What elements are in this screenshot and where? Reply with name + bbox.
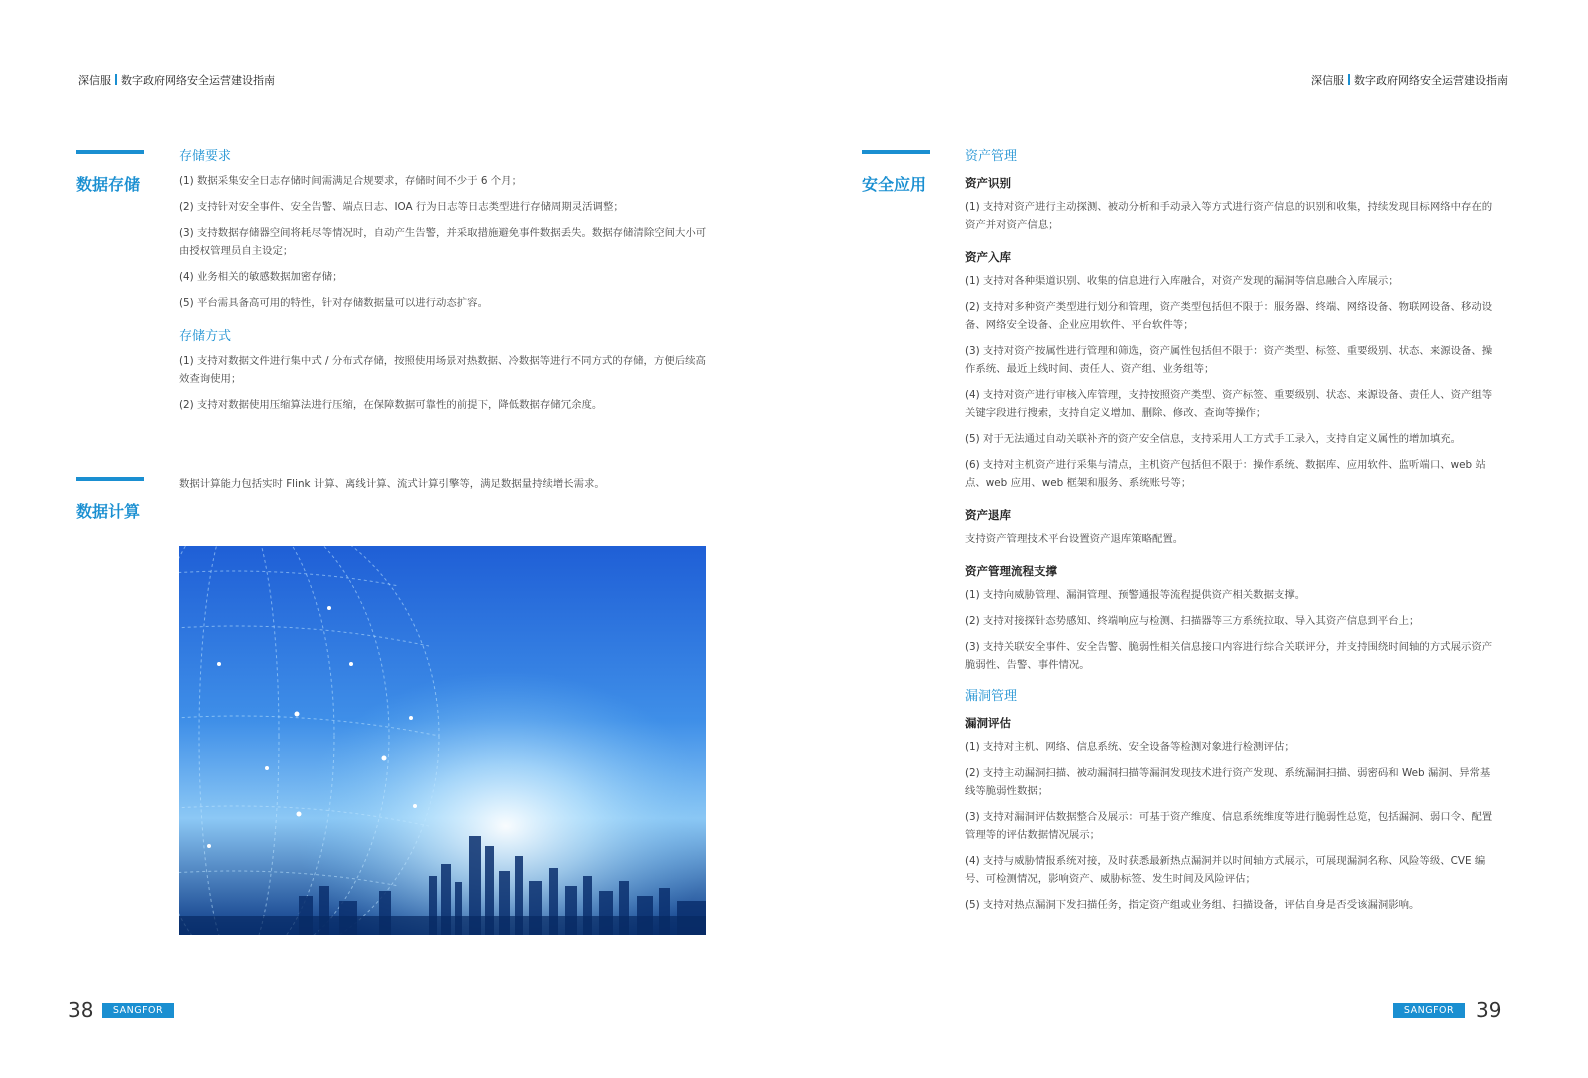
header-separator [115,74,117,85]
page-header-left [78,72,275,88]
list-item: (5) 平台需具备高可用的特性，针对存储数据量可以进行动态扩容。 [179,297,488,309]
header-brand: 深信服 [78,74,111,87]
sangfor-logo-badge: SANGFOR [1393,1003,1465,1018]
asset-out-text: 支持资产管理技术平台设置资产退库策略配置。 [965,533,1184,545]
subsection-title-asset: 资产管理 [965,149,1018,164]
header-doc-title: 数字政府网络安全运营建设指南 [121,74,275,87]
compute-content [179,475,709,501]
storage-content [179,148,709,422]
section-title-compute: 数据计算 [76,502,141,521]
heading-asset-flow: 资产管理流程支撑 [965,564,1057,578]
heading-asset-out: 资产退库 [965,508,1011,522]
list-item: (4) 支持与威胁情报系统对接，及时获悉最新热点漏洞并以时间轴方式展示，可展现漏洞名称、风险等级、CVE 编号、可检测情况，影响资产、威胁标签、发生时间及风险评估； [965,855,1486,885]
list-item: (1) 支持对资产进行主动探测、被动分析和手动录入等方式进行资产信息的识别和收集，持续发现目标网络中存在的资产并对资产信息； [965,201,1493,231]
list-item: (2) 支持对数据使用压缩算法进行压缩，在保障数据可靠性的前提下，降低数据存储冗余度。 [179,399,603,411]
security-app-content [965,148,1495,922]
list-item: (3) 支持对资产按属性进行管理和筛选，资产属性包括但不限于：资产类型、标签、重要级别、状态、来源设备、操作系统、最近上线时间、责任人、资产组、业务组等； [965,345,1493,375]
section-accent-bar [76,477,144,481]
heading-asset-identify: 资产识别 [965,176,1011,190]
subsection-title-storage-method: 存储方式 [179,329,232,344]
list-item: (3) 支持数据存储器空间将耗尽等情况时，自动产生告警，并采取措施避免事件数据丢失。数据存储清除空间大小可由授权管理员自主设定； [179,227,707,257]
list-item: (6) 支持对主机资产进行采集与清点，主机资产包括但不限于：操作系统、数据库、应用软件、监听端口、web 站点、web 应用、web 框架和服务、系统账号等； [965,459,1486,489]
header-doc-title: 数字政府网络安全运营建设指南 [1354,74,1508,87]
list-item: (4) 业务相关的敏感数据加密存储； [179,271,343,283]
list-item: (4) 支持对资产进行审核入库管理，支持按照资产类型、资产标签、重要级别、状态、来源设备、责任人、资产组等关键字段进行搜索，支持自定义增加、删除、修改、查询等操作； [965,389,1493,419]
compute-text: 数据计算能力包括实时 Flink 计算、离线计算、流式计算引擎等，满足数据量持续增长需求。 [179,478,605,490]
list-item: (3) 支持对漏洞评估数据整合及展示：可基于资产维度、信息系统维度等进行脆弱性总览，包括漏洞、弱口令、配置管理等的评估数据情况展示； [965,811,1493,841]
list-item: (3) 支持关联安全事件、安全告警、脆弱性相关信息接口内容进行综合关联评分，并支持围绕时间轴的方式展示资产脆弱性、告警、事件情况。 [965,641,1493,671]
page-header-right [1311,72,1508,88]
sangfor-logo-badge: SANGFOR [102,1003,174,1018]
list-item: (1) 支持向威胁管理、漏洞管理、预警通报等流程提供资产相关数据支撑。 [965,589,1306,601]
list-item: (1) 支持对数据文件进行集中式 / 分布式存储，按照使用场景对热数据、冷数据等进行不同方式的存储，方便后续高效查询使用； [179,355,706,385]
subsection-title-vuln: 漏洞管理 [965,689,1018,704]
section-title-security-app: 安全应用 [862,175,927,194]
section-accent-bar [862,150,930,154]
header-brand: 深信服 [1311,74,1344,87]
digital-globe-city-skyline-image [179,546,706,935]
list-item: (5) 支持对热点漏洞下发扫描任务，指定资产组或业务组、扫描设备，评估自身是否受该漏洞影响。 [965,899,1420,911]
list-item: (1) 支持对主机、网络、信息系统、安全设备等检测对象进行检测评估； [965,741,1295,753]
header-separator [1348,74,1350,85]
page-number-left: 38 [68,998,94,1022]
list-item: (1) 数据采集安全日志存储时间需满足合规要求，存储时间不少于 6 个月； [179,175,522,187]
list-item: (2) 支持对多种资产类型进行划分和管理，资产类型包括但不限于：服务器、终端、网络设备、物联网设备、移动设备、网络安全设备、企业应用软件、平台软件等； [965,301,1493,331]
section-accent-bar [76,150,144,154]
list-item: (2) 支持针对安全事件、安全告警、端点日志、IOA 行为日志等日志类型进行存储周期灵活调整； [179,201,624,213]
list-item: (5) 对于无法通过自动关联补齐的资产安全信息，支持采用人工方式手工录入，支持自定义属性的增加填充。 [965,433,1461,445]
section-title-storage: 数据存储 [76,175,141,194]
page-number-right: 39 [1476,998,1502,1022]
subsection-title-storage-req: 存储要求 [179,149,232,164]
heading-vuln-eval: 漏洞评估 [965,716,1011,730]
list-item: (2) 支持主动漏洞扫描、被动漏洞扫描等漏洞发现技术进行资产发现、系统漏洞扫描、弱密码和 Web 漏洞、异常基线等脆弱性数据； [965,767,1491,797]
list-item: (1) 支持对各种渠道识别、收集的信息进行入库融合，对资产发现的漏洞等信息融合入库展示； [965,275,1399,287]
heading-asset-in: 资产入库 [965,250,1011,264]
list-item: (2) 支持对接探针态势感知、终端响应与检测、扫描器等三方系统拉取、导入其资产信息到平台上； [965,615,1420,627]
